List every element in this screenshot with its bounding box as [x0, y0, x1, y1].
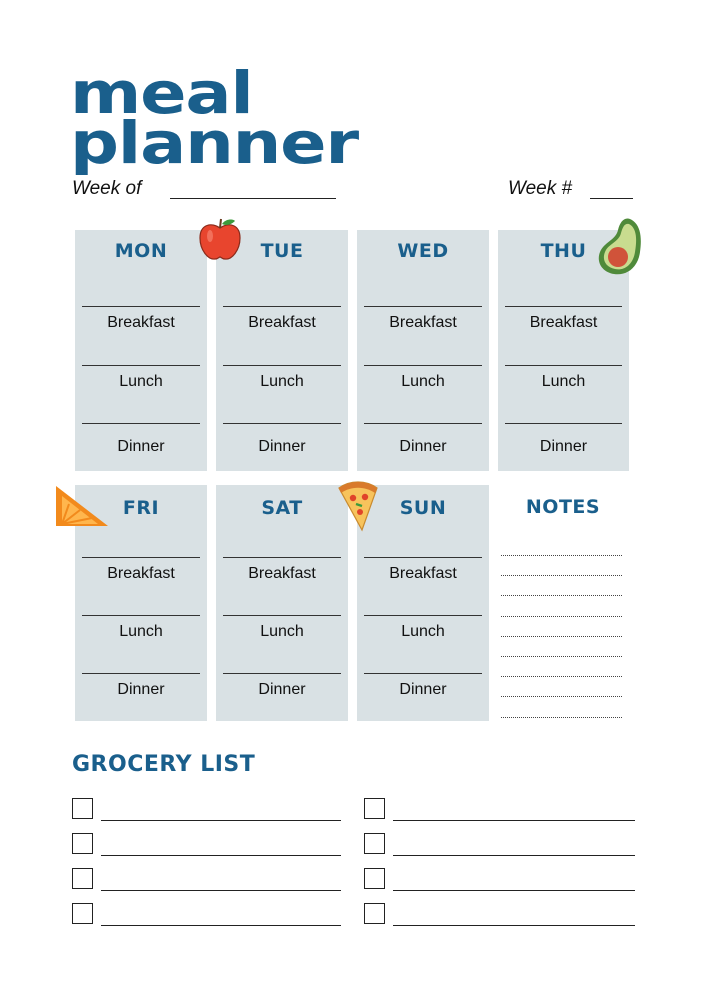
grocery-item-line[interactable]: [393, 820, 635, 821]
meal-label-dinner: Dinner: [399, 681, 447, 698]
breakfast-line[interactable]: [364, 306, 482, 307]
day-name: WED: [397, 240, 449, 262]
meal-label-lunch: Lunch: [260, 623, 304, 640]
grocery-list-title: GROCERY LIST: [72, 752, 256, 777]
grocery-item-line[interactable]: [101, 855, 341, 856]
dinner-line[interactable]: [364, 423, 482, 424]
meal-label-dinner: Dinner: [258, 681, 306, 698]
day-name: SAT: [261, 497, 303, 519]
day-name: THU: [540, 240, 587, 262]
meal-label-breakfast: Breakfast: [107, 314, 175, 331]
breakfast-line[interactable]: [505, 306, 622, 307]
breakfast-line[interactable]: [364, 557, 482, 558]
day-name: MON: [114, 240, 168, 262]
breakfast-line[interactable]: [223, 306, 341, 307]
day-card-sat: [216, 485, 348, 721]
breakfast-line[interactable]: [82, 306, 200, 307]
orange-slice-icon: [52, 482, 112, 530]
lunch-line[interactable]: [364, 365, 482, 366]
lunch-line[interactable]: [223, 365, 341, 366]
week-number-label: Week #: [508, 178, 573, 199]
grocery-checkbox[interactable]: [72, 833, 93, 854]
dinner-line[interactable]: [505, 423, 622, 424]
day-name: SUN: [399, 497, 447, 519]
meal-label-breakfast: Breakfast: [529, 314, 598, 331]
notes-line[interactable]: [501, 595, 622, 596]
notes-line[interactable]: [501, 575, 622, 576]
lunch-line[interactable]: [364, 615, 482, 616]
meal-label-lunch: Lunch: [119, 373, 163, 390]
meal-label-dinner: Dinner: [117, 438, 165, 455]
notes-line[interactable]: [501, 696, 622, 697]
pizza-slice-icon: [336, 478, 380, 532]
lunch-line[interactable]: [82, 365, 200, 366]
meal-label-lunch: Lunch: [401, 373, 445, 390]
meal-label-breakfast: Breakfast: [248, 565, 316, 582]
title-line-meal: meal: [70, 59, 253, 127]
dinner-line[interactable]: [82, 673, 200, 674]
grocery-checkbox[interactable]: [72, 868, 93, 889]
grocery-checkbox[interactable]: [364, 833, 385, 854]
day-name: FRI: [122, 497, 160, 519]
meal-label-lunch: Lunch: [541, 373, 586, 390]
dinner-line[interactable]: [223, 673, 341, 674]
meal-label-breakfast: Breakfast: [248, 314, 316, 331]
lunch-line[interactable]: [223, 615, 341, 616]
meal-label-dinner: Dinner: [117, 681, 165, 698]
day-card-tue: [216, 230, 348, 471]
meal-label-lunch: Lunch: [401, 623, 445, 640]
title-line-planner: planner: [70, 109, 358, 177]
grocery-item-line[interactable]: [101, 820, 341, 821]
grocery-item-line[interactable]: [101, 925, 341, 926]
meal-label-dinner: Dinner: [539, 438, 588, 455]
week-number-field[interactable]: [590, 198, 633, 199]
meal-label-breakfast: Breakfast: [389, 565, 457, 582]
notes-title: NOTES: [525, 496, 601, 518]
grocery-item-line[interactable]: [101, 890, 341, 891]
lunch-line[interactable]: [82, 615, 200, 616]
grocery-checkbox[interactable]: [364, 868, 385, 889]
breakfast-line[interactable]: [82, 557, 200, 558]
grocery-checkbox[interactable]: [364, 903, 385, 924]
meal-label-lunch: Lunch: [119, 623, 163, 640]
dinner-line[interactable]: [223, 423, 341, 424]
meal-label-dinner: Dinner: [258, 438, 306, 455]
breakfast-line[interactable]: [223, 557, 341, 558]
meal-label-lunch: Lunch: [260, 373, 304, 390]
lunch-line[interactable]: [505, 365, 622, 366]
grocery-checkbox[interactable]: [364, 798, 385, 819]
grocery-item-line[interactable]: [393, 925, 635, 926]
meal-label-dinner: Dinner: [399, 438, 447, 455]
week-of-label: Week of: [72, 178, 142, 199]
notes-line[interactable]: [501, 555, 622, 556]
notes-line[interactable]: [501, 636, 622, 637]
grocery-item-line[interactable]: [393, 890, 635, 891]
apple-icon: [196, 216, 244, 262]
meal-label-breakfast: Breakfast: [389, 314, 457, 331]
week-of-field[interactable]: [170, 198, 336, 199]
meal-label-breakfast: Breakfast: [107, 565, 175, 582]
notes-line[interactable]: [501, 676, 622, 677]
day-card-mon: [75, 230, 207, 471]
avocado-icon: [594, 216, 646, 278]
grocery-item-line[interactable]: [393, 855, 635, 856]
day-card-wed: [357, 230, 489, 471]
day-name: TUE: [260, 240, 304, 262]
dinner-line[interactable]: [82, 423, 200, 424]
notes-line[interactable]: [501, 616, 622, 617]
grocery-checkbox[interactable]: [72, 798, 93, 819]
notes-line[interactable]: [501, 717, 622, 718]
dinner-line[interactable]: [364, 673, 482, 674]
grocery-checkbox[interactable]: [72, 903, 93, 924]
notes-line[interactable]: [501, 656, 622, 657]
